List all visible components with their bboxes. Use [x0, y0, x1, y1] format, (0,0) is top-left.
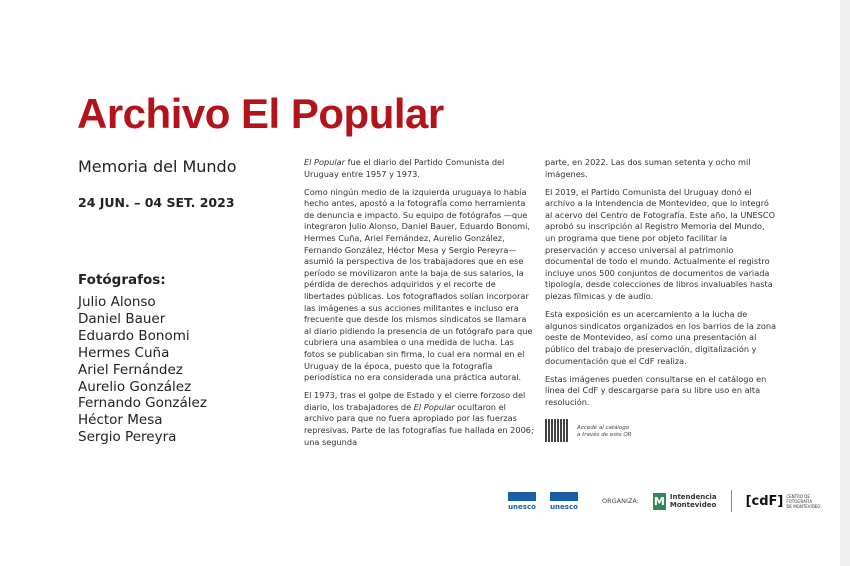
photographer-name: Sergio Pereyra	[78, 429, 177, 446]
qr-caption-line: Accedé al catálogo	[577, 425, 630, 431]
logo-text: CENTRO DE	[786, 493, 810, 499]
divider	[731, 490, 732, 512]
page-edge	[840, 0, 850, 566]
unesco-text: unesco	[508, 502, 536, 511]
cdf-mark: [cdF]	[745, 493, 784, 509]
logo-text: Intendencia	[669, 493, 717, 501]
logo-text: FOTOGRAFÍA	[786, 498, 813, 504]
exhibition-dates: 24 JUN. – 04 SET. 2023	[78, 195, 235, 210]
paragraph-text: El 1973, tras el golpe de Estado y el cierre forzoso del diario, los trabajadores de	[304, 390, 526, 412]
paragraph-text: ocultaron el archivo para que no fuera apropiado por las fuerzas represivas. Parte de las fotografías fue hallada en 2006; una segunda	[304, 401, 534, 447]
photographer-name: Aurelio González	[78, 378, 192, 395]
intendencia-logo: M Intendencia Montevideo	[653, 493, 717, 509]
unesco-memory-logo	[550, 492, 578, 511]
organiza-label: ORGANIZA:	[602, 497, 639, 505]
newspaper-name: El Popular	[304, 157, 346, 167]
paragraph	[304, 157, 536, 180]
text-column-1	[304, 157, 536, 455]
unesco-text: unesco	[550, 502, 578, 511]
paragraph	[304, 390, 536, 448]
unesco-logo	[508, 492, 536, 511]
cdf-logo	[746, 494, 821, 509]
photographer-name: Héctor Mesa	[78, 412, 163, 429]
photographer-name: Daniel Bauer	[78, 310, 166, 327]
qr-caption-line: a través de este QR	[577, 432, 632, 438]
subtitle: Memoria del Mundo	[78, 157, 237, 176]
photographer-name: Ariel Fernández	[78, 361, 183, 378]
photographer-name: Eduardo Bonomi	[78, 327, 190, 344]
page-title: Archivo El Popular	[77, 90, 444, 137]
paragraph: parte, en 2022. Las dos suman setenta y ocho mil imágenes.	[545, 157, 751, 179]
newspaper-name: El Popular	[413, 401, 455, 412]
paragraph-text: fue el diario del Partido Comunista del Uruguay entre 1957 y 1973.	[304, 157, 505, 179]
photographer-name: Hermes Cuña	[78, 344, 170, 361]
photographers-list	[78, 294, 207, 446]
photographer-name: Fernando González	[78, 395, 207, 412]
logo-text: Montevideo	[669, 501, 717, 509]
paragraph: El 2019, el Partido Comunista del Uruguay donó el archivo a la Intendencia de Montevideo, que lo integró al acervo del Centro de Fotografía. Este año, la UNESCO aprobó su inscripción al Registro Memoria del Mundo, un programa que tiene por objeto facilitar la preservación y acceso universal al patrimonio documental de todo el mundo. Actualmente el registro incluye unos 500 conjuntos de documentos de variada tipología, desde colecciones de libros invaluables hasta piezas fílmicas y de audio.	[545, 186, 776, 302]
paragraph: Estas imágenes pueden consultarse en el catálogo en línea del CdF y descargarse para su libre uso en alta resolución.	[545, 373, 767, 407]
photographers-heading: Fotógrafos:	[78, 272, 166, 288]
photographer-name: Julio Alonso	[78, 294, 156, 310]
qr-caption	[577, 425, 631, 439]
qr-code[interactable]	[545, 419, 568, 442]
paragraph: Esta exposición es un acercamiento a la lucha de algunos sindicatos organizados en los barrios de la zona oeste de Montevideo, así como una presentación al público del trabajo de preservación, digitalización y documentación que el CdF realiza.	[545, 309, 777, 366]
text-column-2	[545, 157, 777, 415]
paragraph: Como ningún medio de la izquierda uruguaya lo había hecho antes, apostó a la fotografía como herramienta de denuncia e impacto. Su equipo de fotógrafos —que integraron Julio Alonso, Daniel Bauer, Eduardo Bonomi, Hermes Cuña, Ariel Fernández, Aurelio González, Fernando González, Héctor Mesa y Sergio Pereyra— asumió la perspectiva de los trabajadores que en ese período se movilizaron ante la baja de sus salarios, la pérdida de derechos adquiridos y el recorte de libertades públicas. Los fotografiados solían incorporar las imágenes a sus acciones militantes e incluso era frecuente que desde los mismos sindicatos se llamara al diario pidiendo la presencia de un fotógrafo para que cubriera una asamblea o una medida de lucha. Las fotos se publicaban sin firma, lo cual era normal en el Uruguay de la época, puesto que la fotografía periodística no era considerada una práctica autoral.	[304, 186, 533, 383]
logo-bar	[508, 490, 820, 512]
logo-text: DE MONTEVIDEO	[786, 503, 821, 509]
